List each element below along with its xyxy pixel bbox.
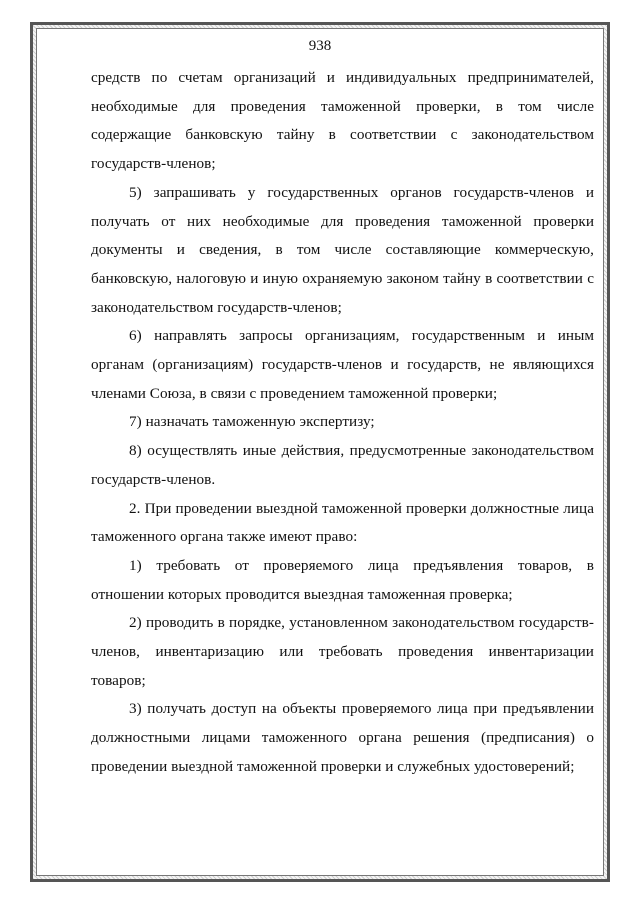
paragraph-item-8: 8) осуществлять иные действия, предусмотренные законодательством государств-членов.: [91, 442, 594, 488]
document-text: [91, 64, 594, 782]
paragraph-item-5: 5) запрашивать у государственных органов государств-членов и получать от них необходимые для проведения таможенной проверки документы и сведения, в том числе составляющие коммерческую, банковскую, налоговую и иную охраняемую законом тайну в соответствии с законодательством государств-членов;: [91, 183, 594, 316]
paragraph-section-2-item-2: 2) проводить в порядке, установленном законодательством государств-членов, инвентаризацию или требовать проведения инвентаризации товаров;: [91, 614, 594, 689]
paragraph-item-7: 7) назначать таможенную экспертизу;: [129, 413, 375, 431]
paragraph-section-2: 2. При проведении выездной таможенной проверки должностные лица таможенного органа также имеют право:: [91, 499, 594, 546]
paragraph-item-6: 6) направлять запросы организациям, государственным и иным органам (организациям) государств-членов и государств, не являющихся членами Союза, в связи с проведением таможенной проверки;: [91, 327, 594, 402]
paragraph-continuation: средств по счетам организаций и индивидуальных предпринимателей, необходимые для проведения таможенной проверки, в том числе содержащие банковскую тайну в соответствии с законодательством государств-членов;: [91, 69, 594, 173]
paragraph-section-2-item-1: 1) требовать от проверяемого лица предъявления товаров, в отношении которых проводится выездная таможенная проверка;: [91, 556, 594, 603]
paragraph-section-2-item-3: 3) получать доступ на объекты проверяемого лица при предъявлении должностными лицами таможенного органа решения (предписания) о проведении выездной таможенной проверки и служебных удостоверений;: [91, 700, 594, 775]
page-number: 938: [308, 38, 332, 54]
